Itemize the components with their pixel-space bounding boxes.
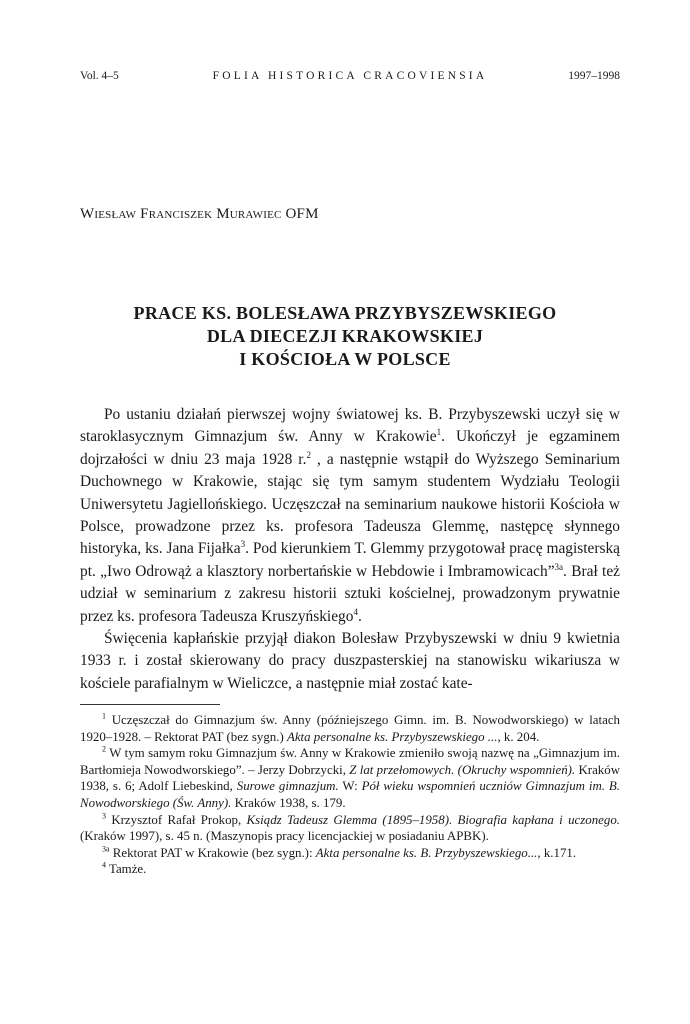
footnote-2-text-c: W: bbox=[338, 779, 362, 794]
footnote-4-text: Tamże. bbox=[106, 862, 147, 877]
journal-title: FOLIA HISTORICA CRACOVIENSIA bbox=[212, 70, 488, 82]
footnote-4 bbox=[80, 861, 620, 878]
footnote-2-tail: Kraków 1938, s. 179. bbox=[231, 795, 346, 810]
footnote-2-italic-1: Z lat przełomowych. (Okruchy wspomnień). bbox=[349, 762, 576, 777]
footnote-mark-4: 4 bbox=[102, 861, 106, 871]
footnote-ref-4[interactable]: 4 bbox=[353, 606, 358, 617]
footnote-mark-3a: 3a bbox=[102, 844, 110, 854]
footnote-3a-text: Rektorat PAT w Krakowie (bez sygn.): bbox=[109, 845, 316, 860]
article-title bbox=[0, 302, 690, 371]
p1-text-c: , a następnie wstąpił do Wyższego Seminarium Duchownego w Krakowie, stając się tym samym studentem Wydziału Teologii Uniwersytetu Jagiellońskiego. Uczęszczał na seminarium naukowe historii Kościoła w Polsce, prowadzone przez ks. profesora Tadeusza Glemmę, następcę słynnego historyka, ks. Jana Fijałka bbox=[80, 450, 620, 558]
footnote-3-italic: Ksiądz Tadeusz Glemma (1895–1958). Biografia kapłana i uczonego. bbox=[246, 812, 620, 827]
footnote-separator bbox=[80, 704, 220, 705]
publication-years: 1997–1998 bbox=[568, 70, 620, 82]
footnote-1-tail: , k. 204. bbox=[497, 729, 540, 744]
footnotes bbox=[80, 712, 620, 878]
footnote-3-text: Krzysztof Rafał Prokop, bbox=[106, 812, 247, 827]
paragraph-1 bbox=[80, 404, 620, 628]
footnote-1-italic: Akta personalne ks. Przybyszewskiego ... bbox=[286, 729, 498, 744]
title-line-2: DLA DIECEZJI KRAKOWSKIEJ bbox=[206, 326, 484, 346]
footnote-mark-1: 1 bbox=[102, 711, 106, 721]
footnote-3-tail: (Kraków 1997), s. 45 n. (Maszynopis pracy licencjackiej w posiadaniu APBK). bbox=[80, 829, 489, 844]
paragraph-2: Święcenia kapłańskie przyjął diakon Bolesław Przybyszewski w dniu 9 kwietnia 1933 r. i został skierowany do pracy duszpasterskiej na stanowisku wikariusza w kościele parafialnym w Wieliczce, a następnie miał zostać kate- bbox=[80, 630, 620, 692]
footnote-2-text: W tym samym roku Gimnazjum św. Anny w Krakowie zmieniło swoją nazwę na „Gimnazjum im. Bartłomieja Nowodworskiego”. – Jerzy Dobrzycki, bbox=[80, 746, 620, 777]
footnote-2-text-b: Kraków 1938, s. 6; Adolf Liebeskind, bbox=[80, 762, 621, 794]
footnote-3a-italic: Akta personalne ks. B. Przybyszewskiego... bbox=[315, 845, 538, 860]
footnote-2 bbox=[80, 745, 620, 811]
title-line-3: I KOŚCIOŁA W POLSCE bbox=[239, 349, 451, 369]
volume-number: Vol. 4–5 bbox=[80, 70, 119, 82]
footnote-ref-3a[interactable]: 3a bbox=[554, 561, 564, 572]
p1-text-f: . bbox=[357, 607, 362, 625]
footnote-3a bbox=[80, 845, 620, 862]
p1-text-a: Po ustaniu działań pierwszej wojny światowej ks. B. Przybyszewski uczył się w staroklasycznym Gimnazjum św. Anny w Krakowie bbox=[80, 406, 620, 446]
footnote-3a-tail: , k.171. bbox=[537, 845, 577, 860]
footnote-mark-3: 3 bbox=[102, 811, 106, 821]
p1-text-b: . Ukończył je egzaminem dojrzałości w dniu 23 maja 1928 r. bbox=[80, 428, 621, 468]
footnote-3 bbox=[80, 812, 620, 845]
title-line-1: PRACE KS. BOLESŁAWA PRZYBYSZEWSKIEGO bbox=[133, 303, 557, 323]
footnote-ref-2[interactable]: 2 bbox=[306, 449, 311, 460]
footnote-2-italic-2: Surowe gimnazjum. bbox=[236, 779, 339, 794]
footnote-mark-2: 2 bbox=[102, 744, 106, 754]
footnote-1-text: Uczęszczał do Gimnazjum św. Anny (późniejszego Gimn. im. B. Nowodworskiego) w latach 1920–1928. – Rektorat PAT (bez sygn.) bbox=[80, 713, 620, 744]
footnote-2-italic-3: Pół wieku wspomnień uczniów Gimnazjum im. B. Nowodworskiego (Św. Anny). bbox=[80, 779, 621, 810]
author-name: Wiesław Franciszek Murawiec OFM bbox=[80, 206, 319, 222]
running-header bbox=[80, 70, 620, 86]
article-body bbox=[80, 404, 620, 695]
footnote-ref-1[interactable]: 1 bbox=[436, 427, 442, 438]
p1-text-d: . Pod kierunkiem T. Glemmy przygotował pracę magisterską pt. „Iwo Odrowąż a klasztory norbertańskie w Hebdowie i Imbramowicach” bbox=[80, 540, 620, 580]
footnote-1 bbox=[80, 712, 620, 745]
footnote-ref-3[interactable]: 3 bbox=[240, 539, 246, 550]
p1-text-e: . Brał też udział w seminarium z zakresu historii sztuki kościelnej, prowadzonym prywatnie przez ks. profesora Tadeusza Kruszyńskiego bbox=[80, 562, 620, 625]
